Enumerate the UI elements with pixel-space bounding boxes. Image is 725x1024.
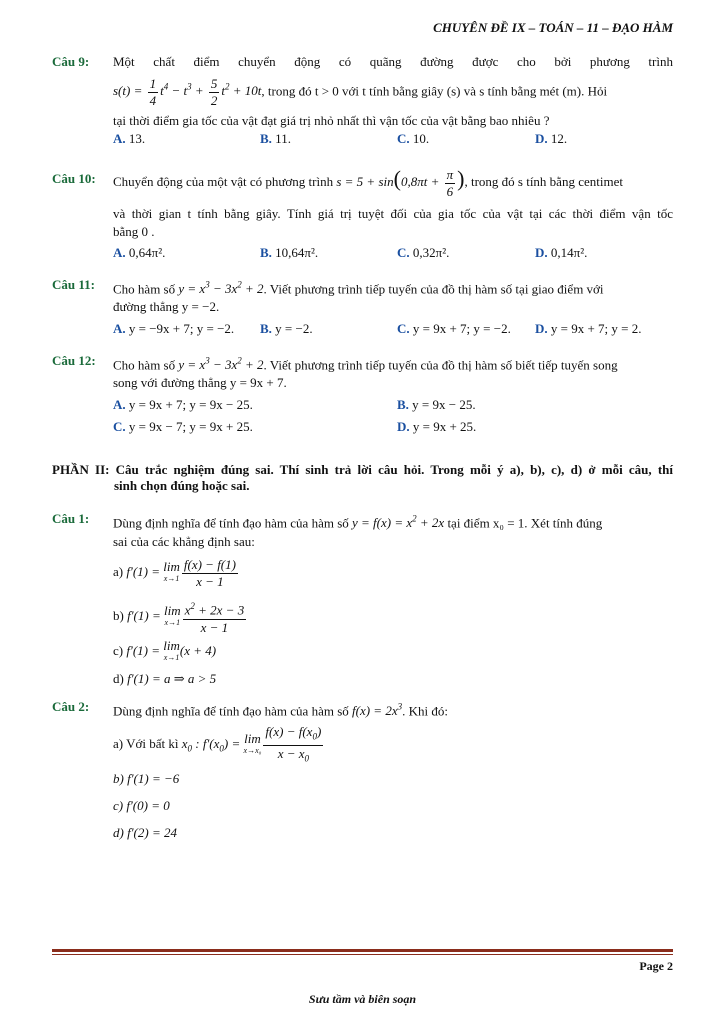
question-12-line-1: Cho hàm số $y = x^3 - 3x^2 + 2$. Viết phương trình tiếp tuyến của đồ thị hàm số biết tiếp tuyến song <box>113 356 618 373</box>
part2-question-2-line-1: Dùng định nghĩa để tính đạo hàm của hàm số $f(x) = 2x^3$. Khi đó: <box>113 702 448 719</box>
footer-rule-thick <box>52 949 673 952</box>
question-9-label: Câu 9: <box>52 54 90 69</box>
statement-1c[interactable]: c) f′(1) = lim x→1 (x + 4) <box>113 638 217 662</box>
statement-2c[interactable]: c) f′(0) = 0 <box>113 798 170 813</box>
question-9-line-2: s(t) = $\frac{1}{4}$ $t^4 - t^3$ + $\frac{5}{2}$ $t^2 + 10t$, trong đó t > 0 với t tính bằng giây (s) và s tính bằng mét (m). Hỏi <box>113 76 608 108</box>
question-12-line-2: song với đường thẳng y = 9x + 7. <box>113 375 287 390</box>
statement-1b[interactable]: b) f′(1) = lim x→1 $\frac{x^2 + 2x - 3}{x - 1}$ <box>113 597 673 636</box>
footer-rule-thin <box>52 954 673 955</box>
question-10-line-2: và thời gian t tính bằng giây. Tính giá trị tuyệt đối của gia tốc của vật tại các thời điểm vận tốc <box>113 206 673 221</box>
part-2-heading: PHẦN II: Câu trắc nghiệm đúng sai. Thí sinh trả lời câu hỏi. Trong mỗi ý a), b), c), d) ở mỗi câu, thí sinh chọn đúng hoặc sai. <box>52 462 673 493</box>
page-header-title: CHUYÊN ĐỀ IX – TOÁN – 11 – ĐẠO HÀM <box>433 20 673 35</box>
q11-option-b[interactable]: B. y = −2. <box>260 321 313 336</box>
q12-option-c[interactable]: C. y = 9x − 7; y = 9x + 25. <box>113 419 253 434</box>
position-function: s(t) = $\frac{1}{4}$ $t^4 - t^3$ + $\frac{5}{2}$ $t^2 + 10t$ <box>113 76 262 108</box>
q11-option-d[interactable]: D. y = 9x + 7; y = 2. <box>535 321 642 336</box>
question-10-line-1: Chuyển động của một vật có phương trình s = 5 + sin(0,8πt + $\frac{\pi}{6}$ ), trong đó s tính bằng centimet <box>113 166 623 199</box>
statement-2b[interactable]: b) f′(1) = −6 <box>113 771 180 786</box>
q12-option-b[interactable]: B. y = 9x − 25. <box>397 397 476 412</box>
q9-option-b[interactable]: B. 11. <box>260 131 291 146</box>
statement-1d[interactable]: d) f′(1) = a ⇒ a > 5 <box>113 671 217 686</box>
statement-2a[interactable]: a) Với bất kì $x_0$ : $f'(x_0) = \lim$ x→x₀ $\frac{f(x) - f(x_0)}{x - x_0}$ <box>113 724 322 764</box>
q12-option-a[interactable]: A. y = 9x + 7; y = 9x − 25. <box>113 397 253 412</box>
part2-question-1-line-1: Dùng định nghĩa để tính đạo hàm của hàm số $y = f(x) = x^2 + 2x$ tại điểm x₀ = 1. Xét tính đúng <box>113 514 603 531</box>
statement-1a[interactable]: a) f′(1) = lim x→1 $\frac{f(x) - f(1)}{x - 1}$ <box>113 556 236 589</box>
question-9-line-3: tại thời điểm gia tốc của vật đạt giá trị nhỏ nhất thì vận tốc của vật bằng bao nhiêu ? <box>113 113 550 128</box>
q11-option-c[interactable]: C. y = 9x + 7; y = −2. <box>397 321 511 336</box>
question-11-line-2: đường thẳng y = −2. <box>113 299 220 314</box>
question-11-label: Câu 11: <box>52 277 95 292</box>
part2-question-1-line-2: sai của các khẳng định sau: <box>113 534 255 549</box>
motion-equation: s = 5 + sin(0,8πt + $\frac{\pi}{6}$ ) <box>336 166 465 199</box>
q10-option-a[interactable]: A. 0,64π². <box>113 245 166 260</box>
page-number: Page 2 <box>639 959 673 973</box>
q10-option-b[interactable]: B. 10,64π². <box>260 245 319 260</box>
footer-credit: Sưu tầm và biên soạn <box>308 992 417 1006</box>
q9-option-c[interactable]: C. 10. <box>397 131 430 146</box>
question-12-label: Câu 12: <box>52 353 96 368</box>
q12-option-d[interactable]: D. y = 9x + 25. <box>397 419 477 434</box>
question-9-line-1: Một chất điểm chuyển động có quãng đường được cho bởi phương trình <box>113 54 673 69</box>
q9-option-d[interactable]: D. 12. <box>535 131 568 146</box>
q10-option-d[interactable]: D. 0,14π². <box>535 245 588 260</box>
q10-option-c[interactable]: C. 0,32π². <box>397 245 450 260</box>
q11-option-a[interactable]: A. y = −9x + 7; y = −2. <box>113 321 235 336</box>
question-10-line-3: bằng 0 . <box>113 224 155 239</box>
part2-question-2-label: Câu 2: <box>52 699 90 714</box>
question-11-line-1: Cho hàm số $y = x^3 - 3x^2 + 2$. Viết phương trình tiếp tuyến của đồ thị hàm số tại giao điểm với <box>113 280 604 297</box>
question-10-label: Câu 10: <box>52 171 96 186</box>
part2-question-1-label: Câu 1: <box>52 511 90 526</box>
q9-option-a[interactable]: A. 13. <box>113 131 146 146</box>
statement-2d[interactable]: d) f′(2) = 24 <box>113 825 177 840</box>
